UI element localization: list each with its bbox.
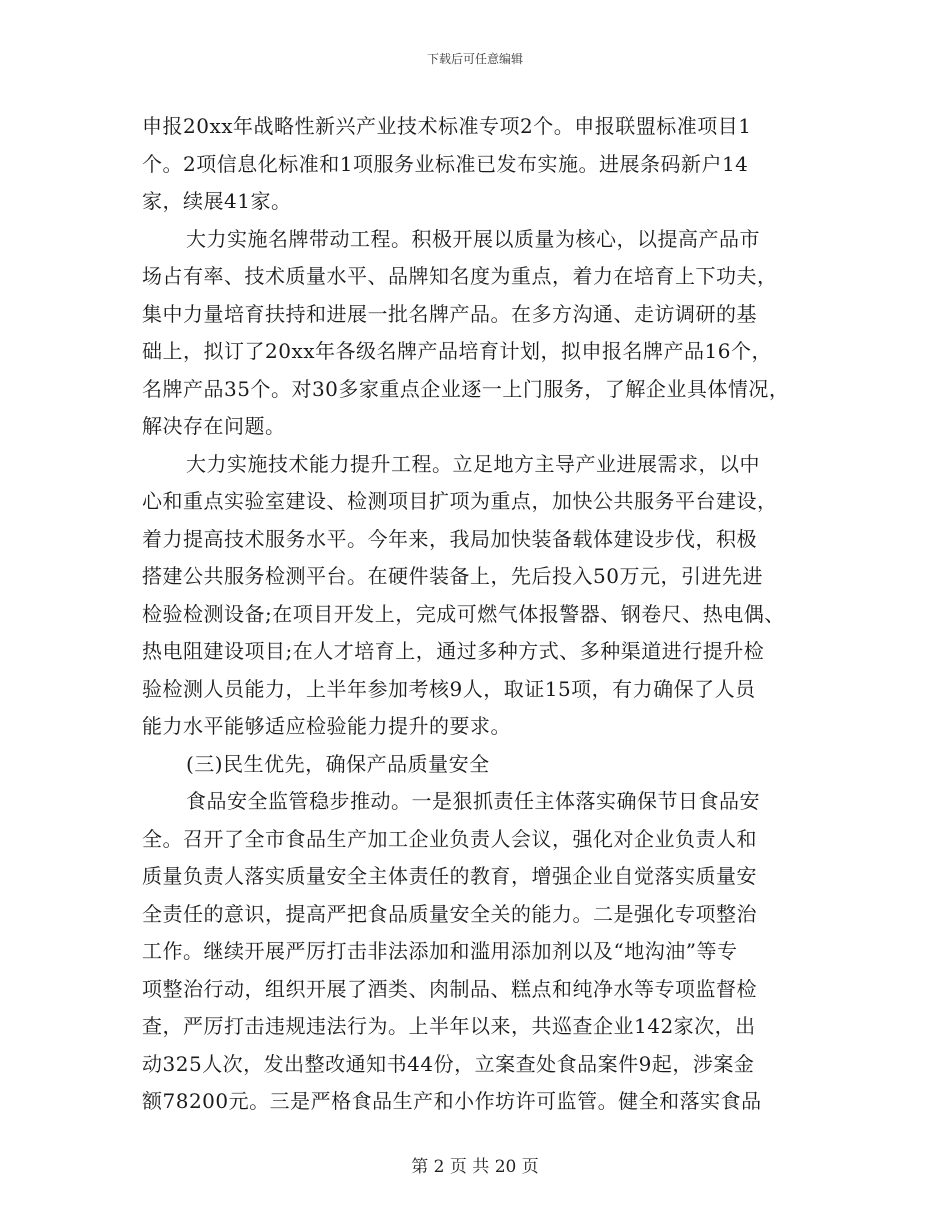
text-line: 大力实施技术能力提升工程。立足地方主导产业进展需求，以中 — [186, 451, 760, 476]
text-line: 场占有率、技术质量水平、品牌知名度为重点，着力在培育上下功夫， — [142, 264, 778, 288]
text-line: 个。2项信息化标准和1项服务业标准已发布实施。进展条码新户14 — [142, 151, 749, 176]
text-line: 申报20xx年战略性新兴产业技术标准专项2个。申报联盟标准项目1 — [142, 114, 752, 138]
text-line: 食品安全监管稳步推动。一是狠抓责任主体落实确保节日食品安 — [186, 789, 760, 813]
text-line: 集中力量培育扶持和进展一批名牌产品。在多方沟通、走访调研的基 — [142, 301, 757, 326]
text-line: 热电阻建设项目;在人才培育上，通过多种方式、多种渠道进行提升检 — [142, 639, 765, 663]
text-line: 全责任的意识，提高严把食品质量安全关的能力。二是强化专项整治 — [142, 901, 757, 926]
text-line: 心和重点实验室建设、检测项目扩项为重点，加快公共服务平台建设， — [142, 489, 778, 513]
text-line: 名牌产品35个。对30多家重点企业逐一上门服务，了解企业具体情况， — [142, 376, 790, 401]
text-line: 额78200元。三是严格食品生产和小作坊许可监管。健全和落实食品 — [142, 1089, 762, 1113]
text-line: 动325人次，发出整改通知书44份，立案查处食品案件9起，涉案金 — [142, 1051, 755, 1076]
document-body — [142, 108, 832, 1121]
text-line: 搭建公共服务检测平台。在硬件装备上，先后投入50万元，引进先进 — [142, 564, 763, 588]
text-line: 检验检测设备;在项目开发上，完成可燃气体报警器、钢卷尺、热电偶、 — [142, 601, 785, 626]
text-line: 工作。继续开展严厉打击非法添加和滥用添加剂以及“地沟油”等专 — [142, 939, 738, 963]
text-line: 能力水平能够适应检验能力提升的要求。 — [142, 714, 511, 738]
text-line: 着力提高技术服务水平。今年来，我局加快装备载体建设步伐，积极 — [142, 526, 757, 551]
page-header-note: 下载后可任意编辑 — [426, 52, 523, 66]
text-line: 础上，拟订了20xx年各级名牌产品培育计划，拟申报名牌产品16个， — [142, 339, 772, 363]
text-line: 解决存在问题。 — [142, 414, 286, 438]
text-line: 大力实施名牌带动工程。积极开展以质量为核心，以提高产品市 — [186, 226, 760, 251]
page-number-footer: 第 2 页 共 20 页 — [411, 1157, 539, 1177]
text-line: 项整治行动，组织开展了酒类、肉制品、糕点和纯净水等专项监督检 — [142, 976, 757, 1001]
text-line: 家，续展41家。 — [142, 189, 292, 213]
text-line: (三)民生优先，确保产品质量安全 — [186, 751, 490, 776]
text-line: 验检测人员能力，上半年参加考核9人，取证15项，有力确保了人员 — [142, 676, 756, 701]
text-line: 全。召开了全市食品生产加工企业负责人会议，强化对企业负责人和 — [142, 826, 757, 851]
text-line: 质量负责人落实质量安全主体责任的教育，增强企业自觉落实质量安 — [142, 864, 757, 888]
text-line: 查，严厉打击违规违法行为。上半年以来，共巡查企业142家次，出 — [142, 1014, 756, 1038]
